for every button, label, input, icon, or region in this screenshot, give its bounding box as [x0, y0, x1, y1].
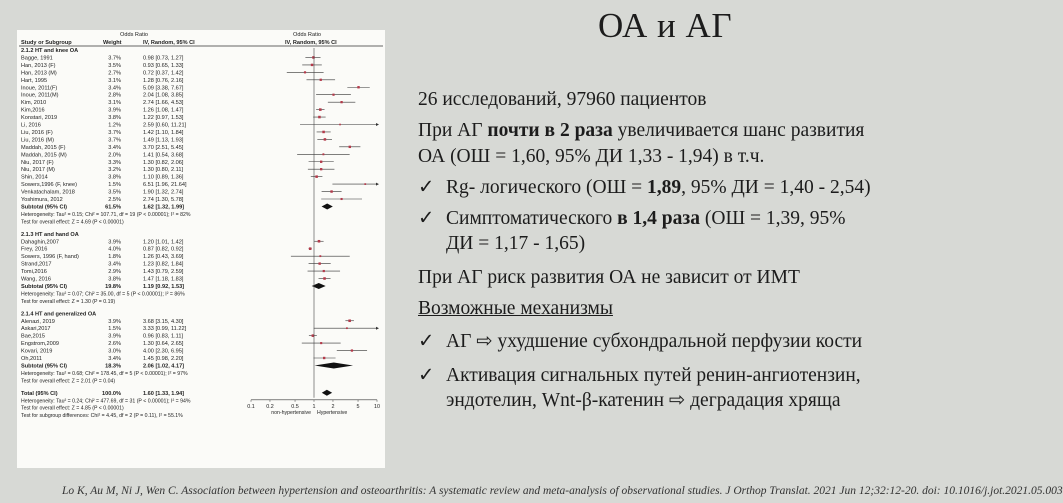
study-weight: 2.8%: [108, 92, 121, 99]
study-name: Kim, 2010: [21, 100, 47, 107]
overall-effect-text: Test for overall effect: Z = 4.69 (P < 0.00001): [21, 219, 124, 226]
study-name: Maddah, 2015 (M): [21, 152, 67, 159]
study-point: [351, 349, 353, 351]
study-name: Sowers, 1996 (F, hand): [21, 254, 79, 261]
subgroup-label: 2.1.2 HT and knee OA: [21, 48, 79, 54]
subtotal-label: Subtotal (95% CI): [21, 283, 67, 290]
heterogeneity-text: Heterogeneity: Tau² = 0.15; Chi² = 107.71, df = 19 (P < 0.00001); I² = 82%: [21, 211, 191, 218]
study-ci: 0.93 [0.65, 1.33]: [143, 62, 184, 69]
study-point: [322, 153, 324, 155]
study-weight: 1.8%: [108, 254, 121, 261]
study-ci: 1.20 [1.01, 1.42]: [143, 239, 184, 246]
study-point: [364, 183, 366, 185]
study-point: [318, 240, 321, 243]
study-point: [318, 262, 320, 264]
study-weight: 2.5%: [108, 197, 121, 203]
study-point: [311, 64, 313, 66]
emphasis-2x: почти в 2 раза: [487, 120, 613, 141]
study-name: Dahaghin,2007: [21, 239, 59, 246]
study-weight: 3.9%: [108, 318, 121, 325]
study-weight: 3.8%: [108, 115, 121, 122]
study-ci: 1.90 [1.32, 2.74]: [143, 189, 184, 196]
bullet-symptomatic-cont: ДИ = 1,17 - 1,65): [446, 233, 586, 254]
study-name: Inoue, 2011(M): [21, 92, 59, 99]
study-weight: 3.9%: [108, 107, 121, 114]
study-weight: 1.5%: [108, 326, 121, 333]
study-weight: 2.0%: [108, 152, 121, 159]
x-tick-label: 0.2: [266, 403, 274, 410]
subtotal-weight: 18.3%: [105, 363, 121, 370]
study-name: Inoue, 2011(F): [21, 85, 58, 92]
overall-effect-text: Test for overall effect: Z = 1.30 (P = 0.19): [21, 298, 116, 305]
subtotal-label: Subtotal (95% CI): [21, 363, 67, 370]
study-name: Sowers,1996 (F, knee): [21, 182, 77, 189]
study-ci: 1.10 [0.89, 1.36]: [143, 174, 184, 181]
study-ci: 1.26 [0.43, 3.69]: [143, 254, 184, 261]
study-ci: 1.49 [1.13, 1.93]: [143, 137, 184, 144]
studies-summary: 26 исследований, 97960 пациентов: [418, 89, 707, 110]
study-weight: 3.7%: [108, 129, 121, 136]
study-point: [341, 198, 343, 200]
study-point: [323, 270, 325, 272]
study-point: [319, 255, 321, 257]
study-name: Maddah, 2015 (F): [21, 144, 66, 151]
study-name: Wang, 2016: [21, 276, 51, 283]
study-weight: 2.6%: [108, 341, 121, 348]
total-diamond: [322, 390, 332, 396]
study-weight: 3.5%: [108, 62, 121, 69]
forest-plot: [17, 30, 385, 468]
study-weight: 1.2%: [108, 122, 121, 129]
study-ci: 1.26 [1.08, 1.47]: [143, 107, 184, 114]
study-ci: 3.68 [3.15, 4.30]: [143, 318, 184, 325]
x-tick-label: 1: [312, 403, 316, 410]
subtotal-label: Subtotal (95% CI): [21, 204, 67, 211]
total-label: Total (95% CI): [21, 390, 58, 397]
study-ci: 0.87 [0.82, 0.92]: [143, 246, 184, 253]
check-icon: ✓: [418, 208, 435, 229]
study-ci: 2.74 [1.30, 5.78]: [143, 197, 184, 203]
study-ci: 0.96 [0.83, 1.11]: [143, 333, 184, 340]
study-point: [309, 247, 312, 250]
study-ci: 1.30 [0.64, 2.65]: [143, 341, 184, 348]
citation: Lo K, Au M, Ni J, Wen C. Association between hypertension and osteoarthritis: A systematic review and meta-analysis of observational studies. J Orthop Translat. 2021 Jun 12;32:12-20. doi: 10.1016/j.jot.2021.05.003: [62, 485, 1063, 497]
study-weight: 3.1%: [108, 100, 121, 107]
check-icon: ✓: [418, 331, 435, 352]
study-ci: 1.23 [0.82, 1.84]: [143, 261, 184, 268]
overall-effect-text: Test for overall effect: Z = 2.01 (P = 0.04): [21, 378, 116, 385]
study-ci: 2.59 [0.60, 11.21]: [143, 122, 187, 129]
total-ci: 1.60 [1.33, 1.94]: [143, 390, 185, 397]
study-name: Hart, 1995: [21, 77, 48, 84]
header-odds-ratio: Odds Ratio: [120, 32, 148, 38]
study-name: Niu, 2017 (F): [21, 159, 54, 166]
total-weight: 100.0%: [102, 390, 121, 397]
mechanisms-heading: Возможные механизмы: [418, 298, 613, 319]
study-name: Niu, 2017 (M): [21, 167, 55, 174]
study-ci: 1.41 [0.54, 3.68]: [143, 152, 184, 159]
study-point: [320, 79, 322, 81]
forest-plot-svg: [17, 30, 385, 468]
study-name: Bagge, 1991: [21, 55, 53, 62]
ci-arrow: [376, 123, 379, 126]
x-tick-label: 2: [331, 403, 335, 410]
axis-label-left: non-hypertensive: [271, 409, 311, 416]
study-ci: 1.30 [0.80, 2.11]: [143, 167, 184, 174]
main-finding-line2: ОА (ОШ = 1,60, 95% ДИ 1,33 - 1,94) в т.ч.: [418, 146, 765, 167]
study-name: Tomi,2016: [21, 269, 47, 276]
study-weight: 3.7%: [108, 137, 121, 144]
study-weight: 3.0%: [108, 348, 121, 355]
slide-title: ОА и АГ: [598, 6, 733, 45]
study-name: Li, 2016: [21, 122, 41, 129]
x-tick-label: 0.1: [247, 403, 255, 410]
subgroup-label: 2.1.4 HT and generalized OA: [21, 311, 97, 318]
header-ci-plot: IV, Random, 95% CI: [285, 40, 337, 46]
study-name: Kovari, 2019: [21, 348, 53, 355]
study-weight: 3.8%: [108, 174, 121, 181]
header-ci: IV, Random, 95% CI: [143, 40, 195, 46]
subgroup-label: 2.1.3 HT and hand OA: [21, 231, 79, 238]
study-point: [320, 168, 322, 170]
study-point: [318, 116, 321, 119]
study-point: [304, 71, 306, 73]
study-weight: 4.0%: [108, 246, 121, 253]
study-name: Han, 2013 (F): [21, 62, 56, 69]
study-ci: 6.51 [1.96, 21.64]: [143, 182, 187, 189]
study-weight: 3.3%: [108, 159, 121, 166]
subtotal-weight: 19.8%: [105, 283, 121, 290]
bmi-note: При АГ риск развития ОА не зависит от ИМТ: [418, 267, 800, 288]
study-name: Oh,2011: [21, 356, 43, 362]
study-weight: 3.4%: [108, 85, 121, 92]
bullet-signaling-cont: эндотелин, Wnt-β-катенин ⇨ деградация хряща: [446, 390, 841, 411]
study-name: Liu, 2016 (F): [21, 129, 53, 136]
study-weight: 3.4%: [108, 356, 121, 362]
bullet-radiological: ✓ Rg- логического (ОШ = 1,89, 95% ДИ = 1,40 - 2,54): [418, 177, 871, 198]
study-ci: 0.72 [0.37, 1.42]: [143, 70, 184, 77]
study-point: [346, 327, 348, 329]
study-point: [332, 94, 334, 96]
subtotal-weight: 61.5%: [105, 204, 121, 211]
study-weight: 1.5%: [108, 182, 121, 189]
header-weight: Weight: [103, 40, 122, 46]
study-name: Engstrom,2009: [21, 341, 59, 348]
study-point: [348, 319, 351, 322]
study-ci: 4.00 [2.30, 6.95]: [143, 348, 184, 355]
study-weight: 3.9%: [108, 333, 121, 340]
study-point: [340, 101, 342, 103]
study-ci: 1.22 [0.97, 1.53]: [143, 115, 184, 122]
study-ci: 1.30 [0.82, 2.06]: [143, 159, 184, 166]
study-point: [322, 131, 324, 133]
study-ci: 1.42 [1.10, 1.84]: [143, 129, 184, 136]
study-point: [315, 175, 318, 178]
header-odds-ratio-plot: Odds Ratio: [293, 32, 321, 38]
study-name: Shin, 2014: [21, 174, 48, 181]
check-icon: ✓: [418, 177, 435, 198]
study-weight: 3.9%: [108, 239, 121, 246]
study-name: Strand,2017: [21, 261, 52, 268]
study-point: [319, 108, 322, 111]
x-tick-label: 5: [356, 403, 360, 410]
study-weight: 3.4%: [108, 261, 121, 268]
subtotal-diamond: [322, 203, 333, 209]
header-study: Study or Subgroup: [21, 40, 72, 46]
study-point: [324, 138, 326, 140]
study-name: Askari,2017: [21, 326, 51, 333]
study-name: Liu, 2016 (M): [21, 137, 54, 144]
total-heterogeneity: Heterogeneity: Tau² = 0.24; Chi² = 477.69, df = 31 (P < 0.00001); I² = 94%: [21, 398, 191, 405]
study-point: [320, 342, 322, 344]
x-tick-label: 10: [374, 403, 380, 410]
study-point: [320, 161, 322, 163]
bullet-signaling: ✓ Активация сигнальных путей ренин-ангиотензин,: [418, 365, 861, 386]
check-icon: ✓: [418, 365, 435, 386]
study-name: Alenazi, 2019: [21, 318, 55, 325]
study-weight: 2.9%: [108, 269, 121, 276]
study-point: [330, 190, 332, 192]
study-point: [312, 56, 314, 58]
study-point: [349, 146, 351, 148]
study-weight: 3.5%: [108, 189, 121, 196]
total-effect-test: Test for overall effect: Z = 4.85 (P < 0.00001): [21, 405, 124, 412]
main-finding-line1: При АГ почти в 2 раза увеличивается шанс развития: [418, 120, 865, 141]
study-weight: 3.1%: [108, 77, 121, 84]
subtotal-ci: 1.19 [0.92, 1.53]: [143, 283, 185, 290]
study-weight: 3.2%: [108, 167, 121, 174]
subtotal-ci: 2.06 [1.02, 4.17]: [143, 363, 185, 370]
ci-arrow: [376, 183, 379, 186]
x-tick-label: 0.5: [291, 403, 299, 410]
subtotal-ci: 1.62 [1.32, 1.99]: [143, 204, 185, 211]
study-name: Frey, 2016: [21, 246, 48, 253]
heterogeneity-text: Heterogeneity: Tau² = 0.07; Chi² = 35.00, df = 5 (P < 0.00001); I² = 86%: [21, 291, 185, 298]
study-weight: 3.7%: [108, 55, 121, 62]
study-ci: 1.47 [1.18, 1.83]: [143, 276, 184, 283]
study-point: [339, 124, 341, 126]
study-name: Venkatachalam, 2018: [21, 189, 75, 196]
study-weight: 3.4%: [108, 144, 121, 151]
study-name: Bae,2015: [21, 333, 45, 340]
subgroup-difference-test: Test for subgroup differences: Chi² = 4.45, df = 2 (P = 0.11), I² = 55.1%: [21, 413, 183, 420]
study-ci: 3.33 [0.99, 11.22]: [143, 326, 187, 333]
study-ci: 0.98 [0.73, 1.27]: [143, 55, 184, 62]
study-ci: 2.74 [1.66, 4.53]: [143, 100, 184, 107]
study-name: Kim,2016: [21, 107, 45, 114]
heterogeneity-text: Heterogeneity: Tau² = 0.68; Chi² = 178.45, df = 5 (P < 0.00001); I² = 97%: [21, 370, 188, 377]
subtotal-diamond: [315, 362, 354, 368]
study-ci: 2.04 [1.08, 3.85]: [143, 92, 184, 99]
axis-label-right: Hypertensive: [317, 409, 348, 416]
study-ci: 3.70 [2.51, 5.45]: [143, 144, 184, 151]
study-ci: 1.45 [0.98, 2.20]: [143, 356, 184, 362]
study-ci: 1.28 [0.76, 2.16]: [143, 77, 184, 84]
study-name: Yoshimura, 2012: [21, 197, 63, 203]
bullet-perfusion: ✓ АГ ⇨ ухудшение субхондральной перфузии кости: [418, 331, 863, 352]
study-weight: 3.8%: [108, 276, 121, 283]
bullet-symptomatic: ✓ Симптоматического в 1,4 раза (ОШ = 1,39, 95%: [418, 208, 846, 229]
ci-arrow: [376, 327, 379, 330]
study-point: [323, 277, 326, 280]
study-point: [323, 357, 325, 359]
study-ci: 1.43 [0.79, 2.59]: [143, 269, 184, 276]
study-name: Han, 2013 (M): [21, 70, 57, 77]
study-ci: 5.09 [3.38, 7.67]: [143, 85, 184, 92]
study-weight: 2.7%: [108, 70, 121, 77]
study-point: [357, 86, 359, 88]
study-name: Konstari, 2019: [21, 115, 58, 122]
